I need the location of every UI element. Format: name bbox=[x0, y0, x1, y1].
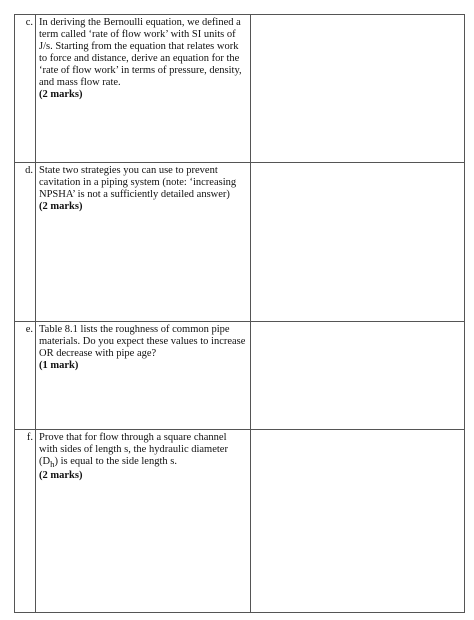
question-marks: (1 mark) bbox=[39, 360, 79, 371]
question-row-c bbox=[15, 15, 465, 163]
question-text: State two strategies you can use to prevent cavitation in a piping system (note: ‘increasing NPSHA’ is not a sufficiently detailed answer) bbox=[39, 165, 237, 200]
hydraulic-diameter-subscript: h bbox=[50, 459, 55, 470]
question-marks: (2 marks) bbox=[39, 89, 83, 100]
answer-box-f[interactable] bbox=[251, 430, 465, 613]
question-prompt bbox=[36, 322, 251, 430]
question-text: Table 8.1 lists the roughness of common pipe materials. Do you expect these values to increase OR decrease with pipe age? bbox=[39, 324, 246, 359]
question-letter: c. bbox=[15, 15, 36, 163]
question-row-f bbox=[15, 430, 465, 613]
question-row-d bbox=[15, 163, 465, 322]
question-prompt bbox=[36, 430, 251, 613]
question-text-before: Prove that for flow through a square channel with sides of length s, the hydraulic diameter (D bbox=[39, 432, 228, 467]
question-table bbox=[14, 14, 465, 613]
question-marks: (2 marks) bbox=[39, 470, 83, 482]
question-row-e bbox=[15, 322, 465, 430]
question-marks: (2 marks) bbox=[39, 201, 83, 212]
answer-box-c[interactable] bbox=[251, 15, 465, 163]
question-letter: e. bbox=[15, 322, 36, 430]
answer-box-e[interactable] bbox=[251, 322, 465, 430]
answer-box-d[interactable] bbox=[251, 163, 465, 322]
question-sheet bbox=[14, 14, 455, 612]
question-prompt bbox=[36, 15, 251, 163]
question-prompt bbox=[36, 163, 251, 322]
question-text-after: ) is equal to the side length s. bbox=[54, 456, 177, 467]
question-text bbox=[39, 432, 246, 470]
question-letter: f. bbox=[15, 430, 36, 613]
question-letter: d. bbox=[15, 163, 36, 322]
question-text: In deriving the Bernoulli equation, we defined a term called ‘rate of flow work’ with SI units of J/s. Starting from the equation that relates work to force and distance, derive an equation for the ‘rate of flow work’ in terms of pressure, density, and mass flow rate. bbox=[39, 17, 242, 88]
